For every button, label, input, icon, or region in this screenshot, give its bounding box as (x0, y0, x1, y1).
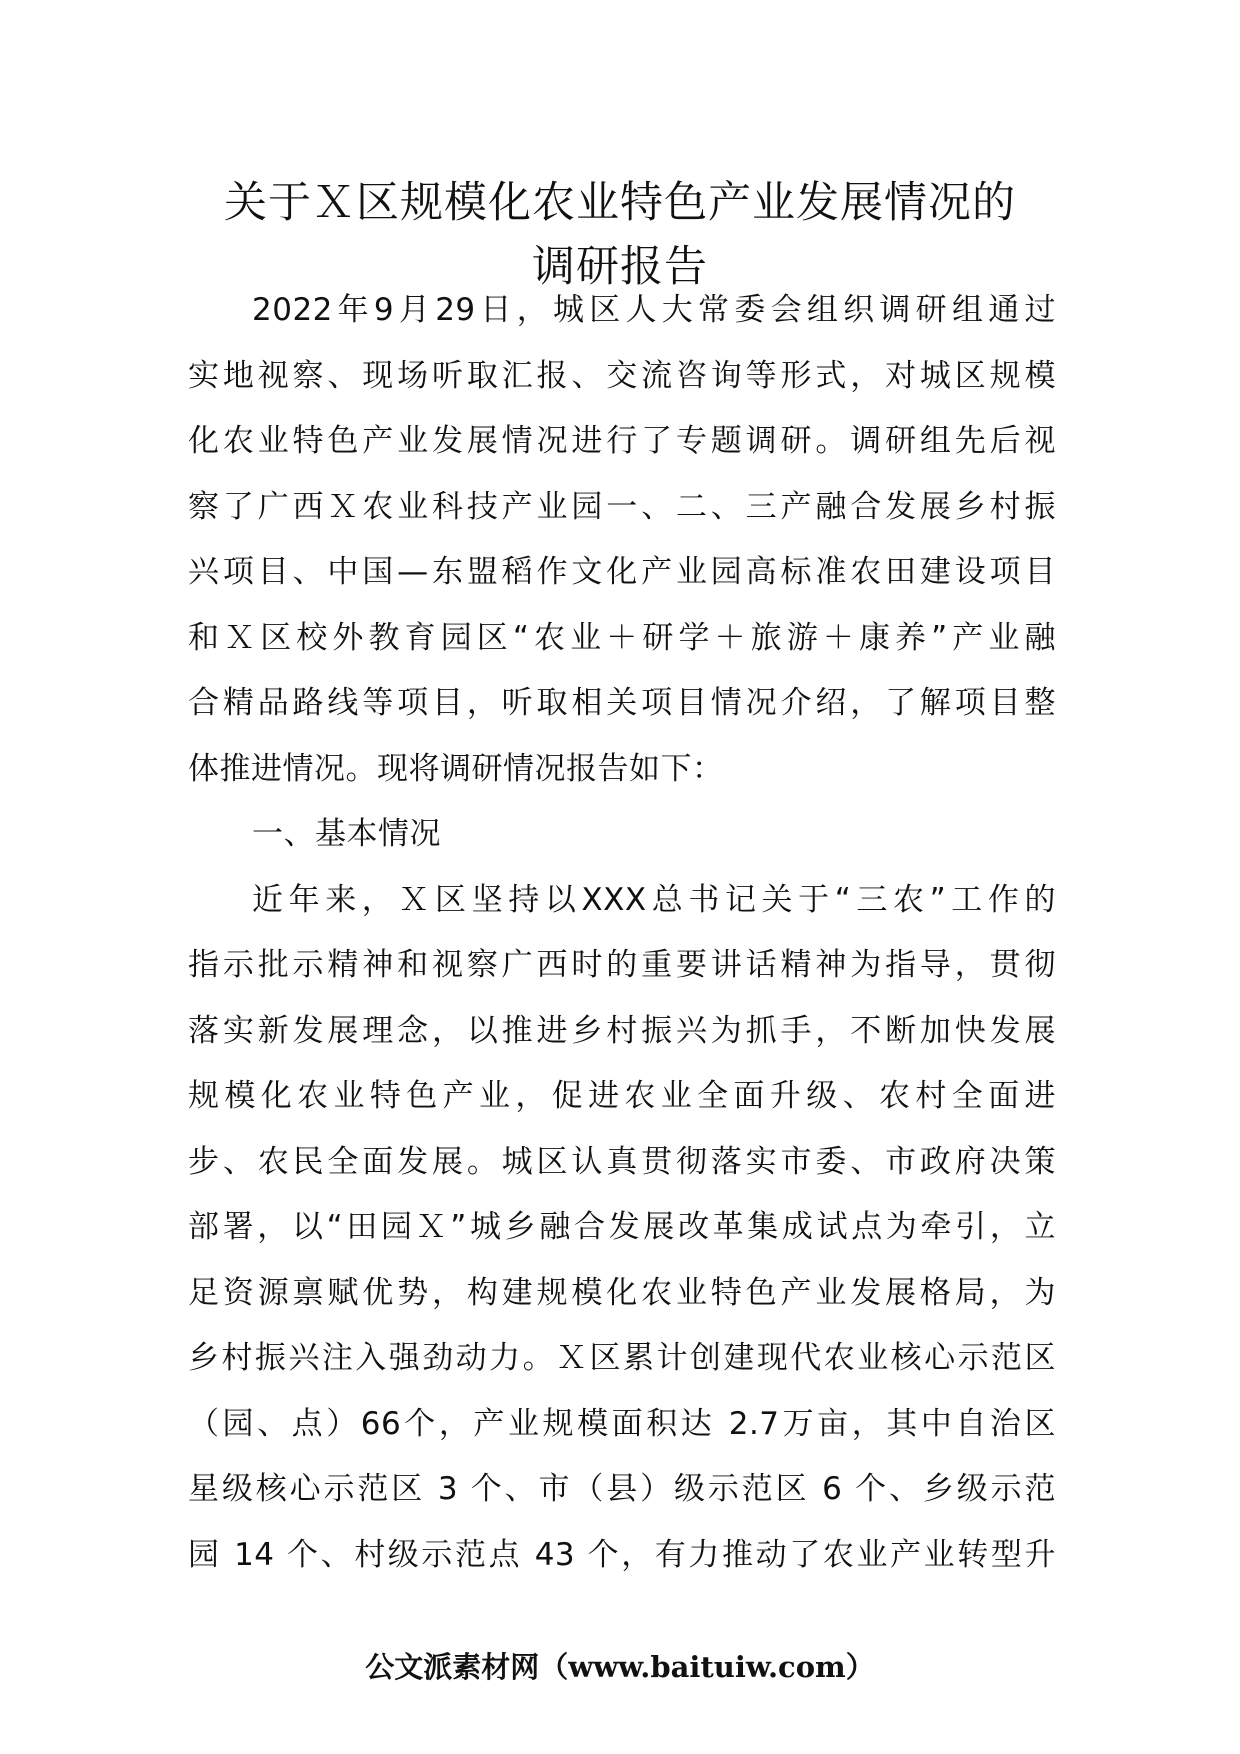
text-line: 察了广西Ｘ农业科技产业园一、二、三产融合发展乡村振 (188, 488, 1056, 525)
watermark-footer: 公文派素材网（www.baituiw.com） (365, 1650, 875, 1684)
text-line: 部署，以“田园Ｘ”城乡融合发展改革集成试点为牵引，立 (188, 1209, 1056, 1245)
text-line: 近年来，Ｘ区坚持以XXX总书记关于“三农”工作的 (252, 881, 1056, 918)
text-line: 规模化农业特色产业，促进农业全面升级、农村全面进 (188, 1078, 1056, 1114)
text-line: 和Ｘ区校外教育园区“农业＋研学＋旅游＋康养”产业融 (188, 619, 1056, 656)
text-line: 足资源禀赋优势，构建规模化农业特色产业发展格局，为 (188, 1274, 1056, 1311)
text-line: 园 14 个、村级示范点 43 个，有力推动了农业产业转型升 (188, 1536, 1056, 1573)
text-line: 化农业特色产业发展情况进行了专题调研。调研组先后视 (188, 423, 1056, 459)
text-line: 指示批示精神和视察广西时的重要讲话精神为指导，贯彻 (188, 947, 1056, 983)
text-line: 合精品路线等项目，听取相关项目情况介绍，了解项目整 (188, 685, 1056, 721)
text-line: （园、点）66个，产业规模面积达 2.7万亩，其中自治区 (188, 1405, 1056, 1442)
text-line: 2022年9月29日，城区人大常委会组织调研组通过 (252, 292, 1056, 328)
text-line: 星级核心示范区 3 个、市（县）级示范区 6 个、乡级示范 (188, 1471, 1056, 1507)
document-title-line-2: 调研报告 (532, 242, 708, 292)
text-line: 体推进情况。现将调研情况报告如下： (188, 750, 724, 787)
paragraph-intro (188, 278, 1056, 802)
section-heading: 一、基本情况 (252, 816, 441, 852)
text-line: 兴项目、中国—东盟稻作文化产业园高标准农田建设项目 (188, 554, 1056, 590)
document-title-line-1: 关于Ｘ区规模化农业特色产业发展情况的 (224, 178, 1016, 228)
text-line: 乡村振兴注入强劲动力。Ｘ区累计创建现代农业核心示范区 (188, 1340, 1056, 1376)
text-line: 落实新发展理念，以推进乡村振兴为抓手，不断加快发展 (188, 1012, 1056, 1049)
paragraph-basic-situation (188, 868, 1056, 1589)
text-line: 实地视察、现场听取汇报、交流咨询等形式，对城区规模 (188, 357, 1056, 394)
document-body (188, 278, 1056, 1588)
text-line: 步、农民全面发展。城区认真贯彻落实市委、市政府决策 (188, 1143, 1056, 1180)
